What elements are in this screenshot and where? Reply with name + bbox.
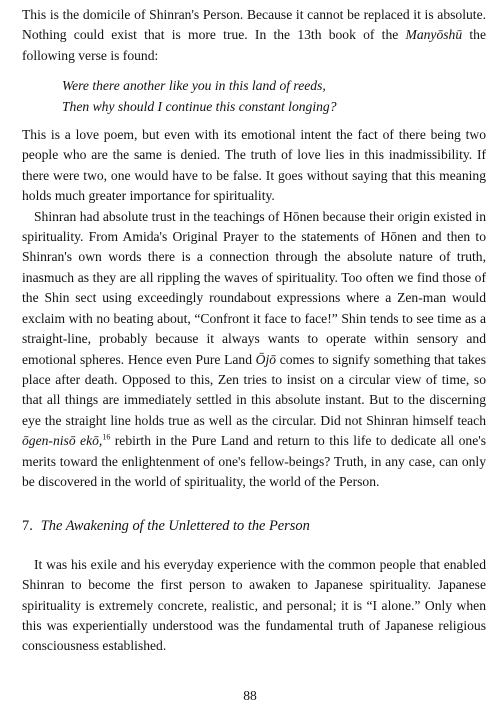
manyoshu-title: Manyōshū — [405, 27, 463, 43]
page-number: 88 — [243, 688, 257, 703]
verse-line-2: Then why should I continue this constant longing? — [62, 98, 337, 114]
paragraph-shinran-text-1: Shinran had absolute trust in the teachings of Hōnen because their origin existed in spirituality. From Amida's Original Prayer to the statements of Hōnen and then to Shinran's own words there is a connection through the absolute nature of truth, inasmuch as they are all rippling the waves of spirituality. Too often we find those of the Shin sect using exceedingly roundabout expressions where a Zen-man would exclaim with no beating about, “Confront it face to face!” Shin tends to see time as a straight-line, probably because it always wants to operate within sensory and emotional spheres. Hence even Pure Land — [22, 208, 486, 367]
section-number: 7. — [22, 518, 33, 535]
paragraph-shinran-text-3: rebirth in the Pure Land and return to this life to dedicate all one's merits toward the enlightenment of one's fellow-beings? Truth, in any case, can only be discovered in the world of spirituality, the world of the Person. — [22, 433, 486, 489]
paragraph-exile: It was his exile and his everyday experience with the common people that enabled Shinran to become the first person to awaken to Japanese spirituality. Japanese spirituality is extremely concrete, realistic, and personal; it is “I alone.” Only when this was experientially understood was the fundamental truth of Japanese religious consciousness established. — [22, 556, 486, 654]
verse-block — [62, 76, 486, 117]
verse-line-1: Were there another like you in this land of reeds, — [62, 78, 326, 94]
footnote-marker: 16 — [102, 432, 111, 442]
paragraph-love-poem: This is a love poem, but even with its emotional intent the fact of there being two people who are the same is denied. The truth of love lies in this inadmissibility. If there were two, one would have to be false. It goes without saying that this meaning holds much greater importance for spirituality. — [22, 127, 486, 204]
paragraph-shinran-trust — [22, 207, 486, 493]
page-body — [22, 5, 486, 657]
paragraph-domicile-text: This is the domicile of Shinran's Person. Because it cannot be replaced it is absolute. Nothing could exist that is more true. In the 13th book of the — [22, 7, 486, 43]
ojo-term: Ōjō — [255, 351, 277, 367]
ogen-niso-eko-term: ōgen-nisō ekō, — [22, 433, 103, 449]
section-title: The Awakening of the Unlettered to the Person — [40, 518, 310, 535]
paragraph-domicile — [22, 5, 486, 66]
paragraph-domicile-tail: the following verse is found: — [22, 27, 486, 63]
paragraph-shinran-text-2: comes to signify something that takes place after death. Opposed to this, Zen tries to insist on a circular view of time, so that all things are immediately settled in this absolute instant. But to the discerning eye the straight line holds true as well as the circular. Did not Shinran himself teach — [22, 351, 486, 428]
section-heading — [22, 516, 486, 536]
